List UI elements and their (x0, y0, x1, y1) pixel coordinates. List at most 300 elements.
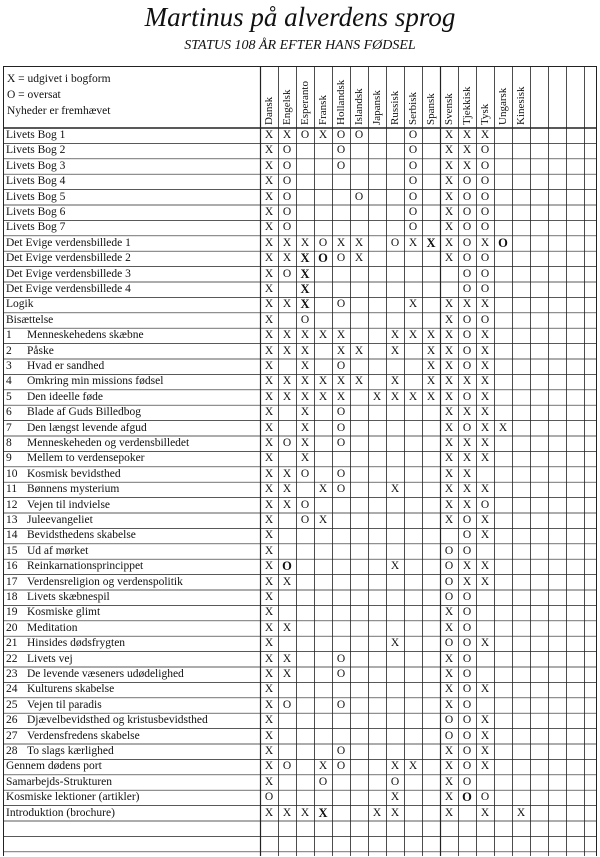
status-mark: X (264, 729, 274, 742)
status-mark: X (264, 437, 274, 449)
status-mark: X (264, 360, 274, 372)
status-mark: O (318, 251, 328, 266)
status-mark: O (390, 236, 400, 249)
status-mark: X (444, 313, 454, 326)
status-mark: X (300, 329, 310, 342)
status-mark: O (282, 175, 292, 188)
status-mark: O (462, 390, 472, 403)
status-mark: X (318, 390, 328, 403)
status-mark: X (264, 606, 274, 619)
status-mark: O (480, 313, 490, 326)
status-mark: O (462, 652, 472, 665)
status-mark: X (480, 129, 490, 141)
status-mark: O (480, 267, 490, 280)
page-subtitle: STATUS 108 ÅR EFTER HANS FØDSEL (184, 38, 416, 53)
status-mark: X (444, 329, 454, 342)
status-mark: X (282, 652, 292, 665)
status-mark: X (444, 252, 454, 265)
status-mark: X (480, 360, 490, 372)
row-number: 11 (6, 483, 18, 496)
status-mark: O (462, 698, 472, 711)
row-title: Hinsides dødsfrygten (27, 637, 126, 650)
status-mark: O (444, 637, 454, 650)
status-mark: X (264, 406, 274, 419)
status-mark: X (264, 313, 274, 326)
status-mark: X (444, 360, 454, 372)
status-mark: X (444, 236, 454, 249)
row-number: 4 (6, 375, 12, 388)
status-mark: X (318, 760, 328, 773)
status-mark: X (444, 514, 454, 526)
status-mark: X (300, 437, 310, 449)
status-mark: O (390, 775, 400, 788)
status-mark: O (336, 360, 346, 372)
status-mark: X (390, 375, 400, 388)
status-mark: O (462, 344, 472, 357)
status-mark: X (300, 360, 310, 372)
row-number: 14 (6, 529, 18, 542)
status-mark: X (264, 637, 274, 650)
status-table (3, 66, 597, 856)
status-mark: X (462, 483, 472, 496)
status-mark: X (390, 760, 400, 773)
column-header-japansk: Japansk (371, 90, 383, 125)
status-mark: X (444, 775, 454, 788)
status-mark: X (264, 560, 274, 573)
row-number: 24 (6, 683, 18, 696)
row-title: Kosmiske glimt (27, 606, 101, 619)
status-mark: X (318, 805, 328, 820)
status-mark: X (408, 298, 418, 311)
column-header-esperanto: Esperanto (299, 81, 311, 125)
status-mark: X (264, 375, 274, 388)
status-mark: O (336, 421, 346, 434)
legend-translated: O = oversat (7, 89, 61, 101)
status-mark: X (390, 390, 400, 403)
row-title: To slags kærlighed (27, 745, 114, 757)
status-mark: O (336, 652, 346, 665)
status-mark: O (336, 298, 346, 311)
status-mark: X (300, 406, 310, 419)
status-mark: X (264, 298, 274, 311)
status-mark: X (390, 329, 400, 342)
status-mark: X (264, 575, 274, 588)
status-mark: O (336, 483, 346, 496)
status-mark: X (444, 375, 454, 388)
row-title: Livets Bog 6 (6, 206, 66, 218)
status-mark: O (462, 267, 472, 280)
status-mark: O (336, 144, 346, 157)
row-title: Hvad er sandhed (27, 360, 105, 372)
status-mark: X (264, 806, 274, 819)
row-title: Den ideelle føde (27, 390, 103, 403)
status-mark: X (462, 452, 472, 465)
status-mark: O (408, 159, 418, 172)
status-mark: X (264, 745, 274, 757)
status-mark: X (282, 483, 292, 496)
status-mark: X (444, 606, 454, 619)
row-title: Reinkarnationsprincippet (27, 560, 144, 573)
status-mark: X (264, 652, 274, 665)
status-mark: O (480, 175, 490, 188)
status-mark: X (336, 390, 346, 403)
status-mark: X (390, 637, 400, 650)
status-mark: X (480, 406, 490, 419)
row-number: 5 (6, 390, 12, 403)
row-title: Menneskeheden og verdensbilledet (27, 437, 190, 449)
column-header-ungarsk: Ungarsk (497, 87, 509, 125)
status-mark: O (300, 498, 310, 511)
row-number: 1 (6, 329, 12, 342)
status-mark: X (462, 467, 472, 480)
status-mark: O (462, 529, 472, 542)
status-mark: X (264, 452, 274, 465)
status-mark: X (444, 498, 454, 511)
status-mark: O (282, 437, 292, 449)
status-mark: O (408, 221, 418, 234)
row-number: 28 (6, 745, 18, 757)
status-mark: X (264, 544, 274, 557)
status-mark: X (282, 575, 292, 588)
status-mark: X (372, 390, 382, 403)
status-mark: O (480, 791, 490, 804)
status-mark: O (282, 760, 292, 773)
row-title: Kosmiske lektioner (artikler) (6, 791, 140, 804)
status-mark: X (426, 344, 436, 357)
row-number: 19 (6, 606, 18, 619)
status-mark: X (480, 514, 490, 526)
row-number: 15 (6, 544, 18, 557)
row-title: Omkring min missions fødsel (27, 375, 164, 388)
status-mark: X (444, 129, 454, 141)
row-title: Livets vej (27, 652, 73, 665)
row-title: Vejen til paradis (27, 698, 102, 711)
row-title: Djævelbevidsthed og kristusbevidsthed (27, 714, 208, 727)
status-mark: X (480, 745, 490, 757)
status-mark: X (498, 421, 508, 434)
status-mark: X (354, 344, 364, 357)
status-mark: O (462, 206, 472, 218)
status-mark: X (444, 344, 454, 357)
row-title: Gennem dødens port (6, 760, 102, 773)
status-mark: O (480, 206, 490, 218)
column-header-dansk: Dansk (263, 96, 275, 125)
status-mark: O (462, 621, 472, 634)
status-mark: X (264, 267, 274, 280)
row-title: Vejen til indvielse (27, 498, 111, 511)
status-mark: X (408, 760, 418, 773)
status-mark: O (282, 144, 292, 157)
status-mark: O (444, 714, 454, 727)
row-number: 9 (6, 452, 12, 465)
status-mark: X (264, 236, 274, 249)
row-title: Juleevangeliet (27, 514, 93, 526)
status-mark: O (462, 544, 472, 557)
status-mark: X (264, 760, 274, 773)
status-mark: X (264, 498, 274, 511)
status-mark: X (336, 375, 346, 388)
status-mark: X (462, 298, 472, 311)
column-header-tysk: Tysk (479, 103, 491, 125)
status-mark: O (300, 313, 310, 326)
status-mark: X (444, 221, 454, 234)
status-mark: X (282, 329, 292, 342)
column-header-serbisk: Serbisk (407, 92, 419, 125)
status-mark: X (282, 344, 292, 357)
row-title: Livets Bog 5 (6, 190, 66, 203)
status-mark: O (336, 760, 346, 773)
row-title: Bisættelse (6, 313, 54, 326)
status-mark: O (444, 544, 454, 557)
status-mark: O (336, 252, 346, 265)
status-mark: O (480, 144, 490, 157)
row-title: Livets Bog 3 (6, 159, 66, 172)
status-mark: X (282, 390, 292, 403)
row-title: Det Evige verdensbillede 4 (6, 283, 131, 295)
status-mark: O (318, 775, 328, 788)
status-mark: O (480, 159, 490, 172)
status-mark: O (462, 591, 472, 603)
status-mark: X (282, 236, 292, 249)
status-mark: X (264, 514, 274, 526)
status-mark: X (300, 282, 310, 296)
status-mark: X (480, 529, 490, 542)
status-mark: X (300, 266, 310, 281)
row-number: 27 (6, 729, 18, 742)
status-mark: X (264, 190, 274, 203)
status-mark: X (372, 806, 382, 819)
status-mark: O (462, 421, 472, 434)
row-title: Det Evige verdensbillede 1 (6, 236, 131, 249)
row-title: Logik (6, 298, 34, 311)
status-mark: X (444, 437, 454, 449)
status-mark: X (264, 775, 274, 788)
status-mark: O (480, 190, 490, 203)
status-mark: X (318, 514, 328, 526)
status-mark: O (462, 283, 472, 295)
status-mark: X (444, 298, 454, 311)
row-title: Blade af Guds Billedbog (27, 406, 142, 419)
status-mark: X (462, 437, 472, 449)
status-mark: X (480, 452, 490, 465)
status-mark: X (480, 390, 490, 403)
status-mark: X (264, 159, 274, 172)
status-mark: X (264, 129, 274, 141)
status-mark: X (282, 129, 292, 141)
status-mark: X (264, 621, 274, 634)
legend-news: Nyheder er fremhævet (7, 105, 111, 117)
status-mark: X (408, 329, 418, 342)
status-mark: X (318, 483, 328, 496)
status-mark: O (462, 637, 472, 650)
status-mark: X (480, 637, 490, 650)
status-mark: O (336, 668, 346, 680)
status-mark: X (426, 390, 436, 403)
row-number: 10 (6, 467, 18, 480)
status-mark: X (264, 683, 274, 696)
status-mark: X (318, 129, 328, 141)
status-mark: X (480, 560, 490, 573)
status-mark: X (282, 668, 292, 680)
status-mark: X (282, 806, 292, 819)
row-title: Den længst levende afgud (27, 421, 147, 434)
status-mark: X (444, 652, 454, 665)
row-title: Meditation (27, 621, 78, 634)
status-mark: X (408, 390, 418, 403)
row-number: 7 (6, 421, 12, 434)
column-header-hollandsk: Hollandsk (335, 79, 347, 125)
status-mark: X (480, 714, 490, 727)
status-mark: X (264, 344, 274, 357)
status-mark: X (480, 421, 490, 434)
status-mark: X (282, 375, 292, 388)
row-title: Ud af mørket (27, 544, 89, 557)
column-header-svensk: Svensk (443, 93, 455, 125)
status-mark: O (300, 514, 310, 526)
status-mark: O (282, 559, 292, 574)
status-mark: X (426, 235, 436, 250)
status-mark: X (264, 698, 274, 711)
status-mark: O (408, 129, 418, 141)
status-mark: X (462, 159, 472, 172)
status-mark: O (462, 760, 472, 773)
status-mark: O (462, 729, 472, 742)
status-mark: X (444, 806, 454, 819)
status-mark: O (462, 745, 472, 757)
row-number: 17 (6, 575, 18, 588)
status-mark: X (462, 144, 472, 157)
status-mark: O (282, 190, 292, 203)
row-number: 2 (6, 344, 12, 357)
column-header-fransk: Fransk (317, 95, 329, 125)
status-mark: X (390, 806, 400, 819)
status-mark: X (480, 683, 490, 696)
status-mark: X (264, 144, 274, 157)
row-title: Kosmisk bevidsthed (27, 467, 121, 480)
status-mark: X (480, 437, 490, 449)
row-title: Påske (27, 344, 54, 357)
status-mark: O (318, 236, 328, 249)
status-mark: X (300, 452, 310, 465)
status-mark: X (354, 236, 364, 249)
status-mark: O (282, 221, 292, 234)
status-mark: X (282, 298, 292, 311)
status-mark: X (336, 344, 346, 357)
row-number: 20 (6, 621, 18, 634)
row-title: Mellem to verdensepoker (27, 452, 145, 465)
status-mark: X (480, 298, 490, 311)
status-mark: O (336, 159, 346, 172)
status-mark: O (336, 406, 346, 419)
status-mark: O (462, 775, 472, 788)
status-mark: X (426, 375, 436, 388)
status-mark: X (444, 668, 454, 680)
status-mark: X (462, 560, 472, 573)
column-header-russisk: Russisk (389, 90, 401, 125)
status-mark: O (282, 698, 292, 711)
row-title: Det Evige verdensbillede 2 (6, 252, 131, 265)
status-mark: X (462, 575, 472, 588)
status-mark: X (444, 467, 454, 480)
status-mark: O (336, 467, 346, 480)
status-mark: X (264, 283, 274, 295)
status-mark: X (462, 498, 472, 511)
row-number: 13 (6, 514, 18, 526)
status-mark: X (444, 621, 454, 634)
status-mark: O (408, 206, 418, 218)
row-title: Bevidsthedens skabelse (27, 529, 136, 542)
status-mark: O (480, 283, 490, 295)
status-mark: O (480, 498, 490, 511)
status-mark: X (444, 745, 454, 757)
status-mark: X (462, 375, 472, 388)
status-mark: X (516, 806, 526, 819)
status-mark: X (300, 806, 310, 819)
status-mark: X (264, 252, 274, 265)
status-mark: X (480, 729, 490, 742)
status-mark: X (480, 483, 490, 496)
status-mark: X (444, 175, 454, 188)
status-mark: X (300, 251, 310, 266)
status-mark: O (354, 190, 364, 203)
status-mark: X (264, 467, 274, 480)
status-mark: X (444, 406, 454, 419)
status-mark: X (444, 791, 454, 804)
status-mark: X (264, 591, 274, 603)
status-mark: X (408, 236, 418, 249)
status-mark: X (264, 421, 274, 434)
status-mark: X (444, 206, 454, 218)
row-title: Menneskehedens skæbne (27, 329, 144, 342)
status-mark: O (480, 221, 490, 234)
status-mark: O (462, 236, 472, 249)
status-mark: X (300, 390, 310, 403)
status-mark: X (390, 560, 400, 573)
status-mark: O (462, 360, 472, 372)
row-title: Livets Bog 1 (6, 129, 66, 141)
column-header-islandsk: Islandsk (353, 88, 365, 125)
row-title: De levende væseners udødelighed (27, 668, 184, 680)
row-number: 26 (6, 714, 18, 727)
status-mark: X (354, 252, 364, 265)
status-mark: O (462, 313, 472, 326)
status-mark: X (318, 329, 328, 342)
row-title: Samarbejds-Strukturen (6, 775, 113, 788)
row-title: Livets Bog 2 (6, 144, 66, 157)
status-mark: X (444, 760, 454, 773)
status-mark: X (300, 297, 310, 312)
status-mark: O (336, 437, 346, 449)
row-number: 16 (6, 560, 18, 573)
status-mark: O (462, 221, 472, 234)
row-title: Livets skæbnespil (27, 591, 110, 603)
status-mark: O (462, 790, 472, 805)
status-mark: X (282, 621, 292, 634)
status-mark: X (264, 390, 274, 403)
status-mark: O (498, 235, 508, 250)
status-mark: O (444, 560, 454, 573)
status-mark: X (462, 406, 472, 419)
row-number: 8 (6, 437, 12, 449)
status-mark: X (264, 483, 274, 496)
status-mark: X (264, 668, 274, 680)
status-mark: O (336, 745, 346, 757)
column-header-engelsk: Engelsk (281, 89, 293, 125)
status-mark: O (282, 267, 292, 280)
status-mark: X (480, 344, 490, 357)
status-mark: X (444, 144, 454, 157)
status-mark: X (480, 760, 490, 773)
